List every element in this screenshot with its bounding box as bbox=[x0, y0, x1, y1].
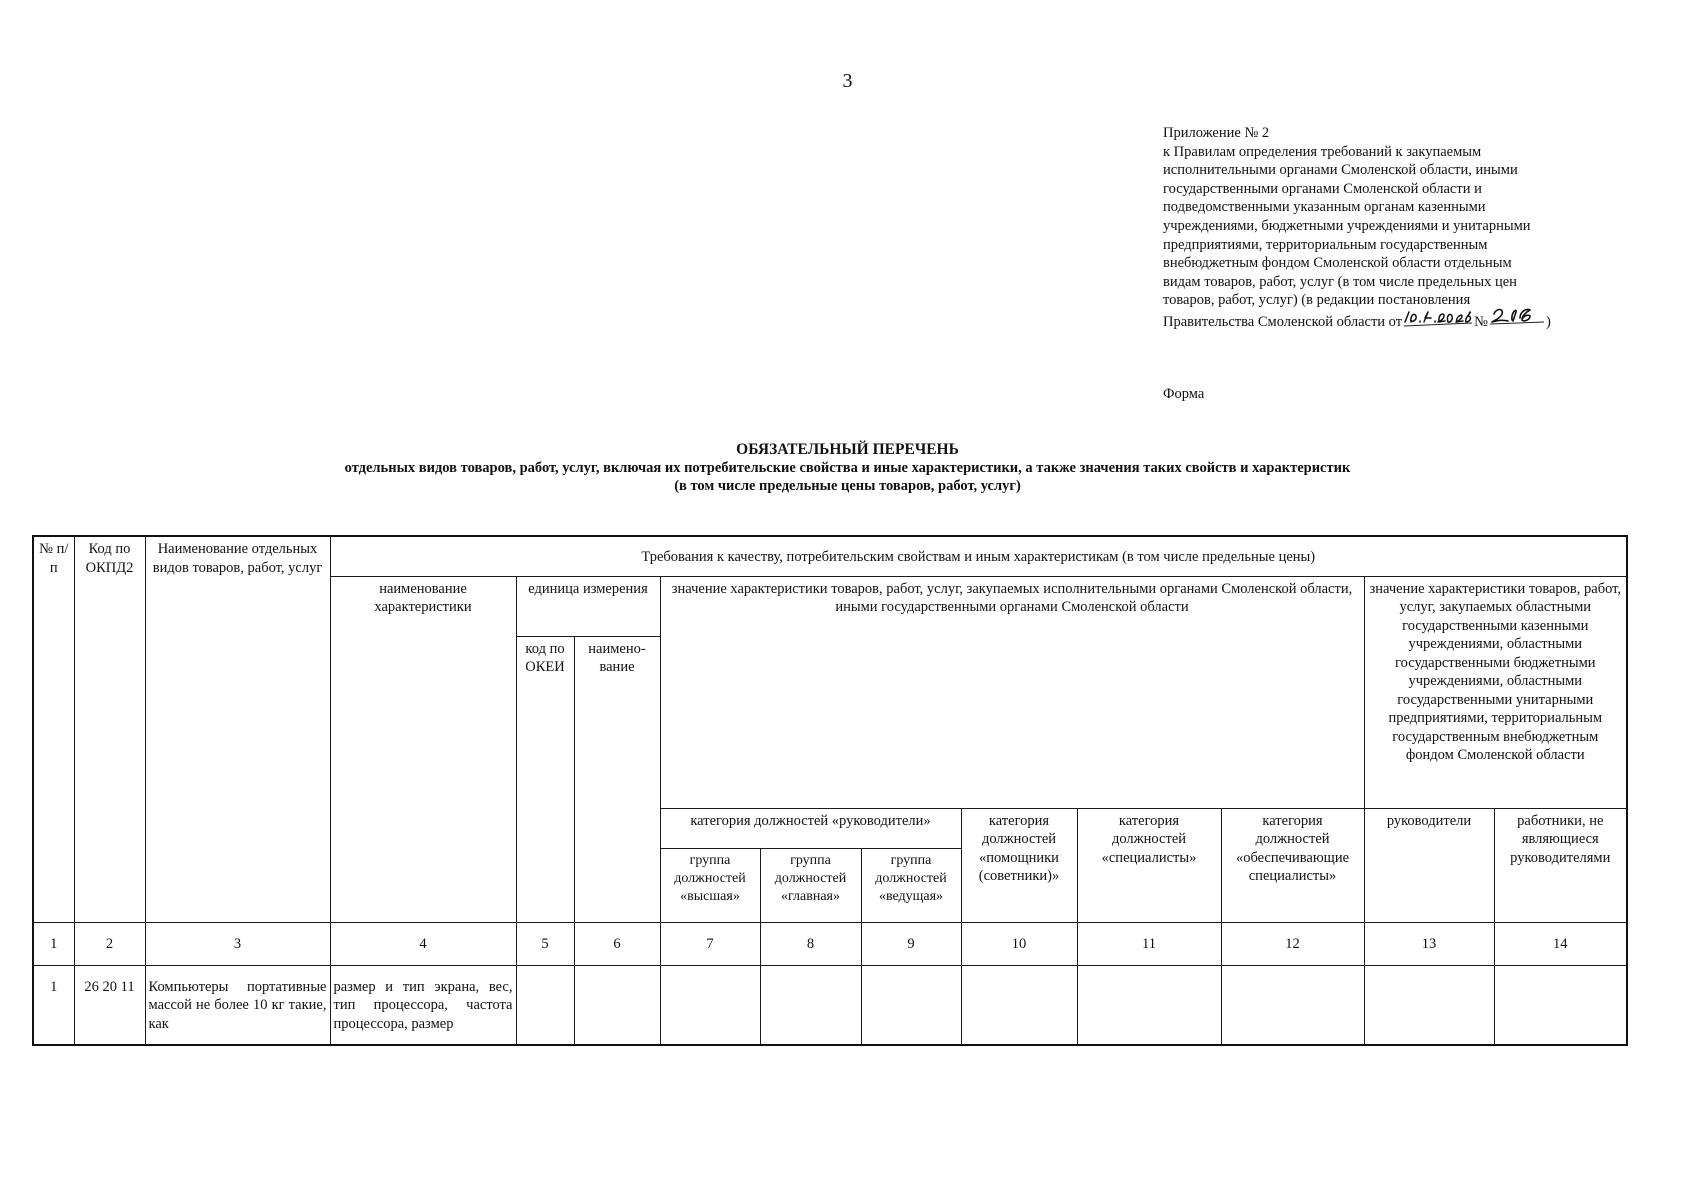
appendix-line: внебюджетным фондом Смоленской области отдельным bbox=[1163, 255, 1512, 272]
row-value-8 bbox=[760, 965, 861, 1045]
row-product-name: Компьютеры портативные массой не более 10 кг такие, как bbox=[145, 965, 330, 1045]
header-category-assistants: категория должностей «помощники (советники)» bbox=[961, 808, 1077, 922]
header-group-lead: группа должностей «ведущая» bbox=[861, 848, 961, 922]
appendix-line: Приложение № 2 bbox=[1163, 125, 1270, 141]
handwritten-number bbox=[1488, 310, 1546, 326]
header-category-specialists: категория должностей «специалисты» bbox=[1077, 808, 1221, 922]
header-category-support: категория должностей «обеспечивающие специалисты» bbox=[1221, 808, 1364, 922]
row-value-10 bbox=[961, 965, 1077, 1045]
column-number: 4 bbox=[330, 922, 516, 965]
page-number: 3 bbox=[842, 70, 853, 92]
row-code: 26 20 11 bbox=[74, 965, 145, 1045]
heading-title: ОБЯЗАТЕЛЬНЫЙ ПЕРЕЧЕНЬ bbox=[736, 441, 959, 458]
appendix-line-prefix: Правительства Смоленской области от bbox=[1163, 313, 1403, 330]
column-number: 11 bbox=[1077, 922, 1221, 965]
column-number: 13 bbox=[1364, 922, 1494, 965]
appendix-line: исполнительными органами Смоленской области, иными bbox=[1163, 162, 1518, 179]
closing-paren: ) bbox=[1545, 313, 1551, 330]
appendix-line: видам товаров, работ, услуг (в том числе предельных цен bbox=[1163, 273, 1517, 290]
form-label: Форма bbox=[1163, 386, 1205, 402]
column-number: 14 bbox=[1494, 922, 1627, 965]
column-number: 6 bbox=[574, 922, 660, 965]
column-number: 5 bbox=[516, 922, 574, 965]
header-char-name: наименование характеристики bbox=[330, 576, 516, 922]
row-characteristic: размер и тип экрана, вес, тип процессора, частота процессора, размер bbox=[330, 965, 516, 1045]
heading-subtitle: отдельных видов товаров, работ, услуг, включая их потребительские свойства и иные характеристики, а также значения таких свойств и характеристик bbox=[344, 460, 1351, 476]
column-number: 1 bbox=[33, 922, 74, 965]
header-value-exec: значение характеристики товаров, работ, услуг, закупаемых исполнительными органами Смоленской области, иными государственными органами Смоленской области bbox=[660, 576, 1364, 808]
header-requirements: Требования к качеству, потребительским свойствам и иным характеристикам (в том числе предельные цены) bbox=[330, 536, 1627, 576]
column-number: 12 bbox=[1221, 922, 1364, 965]
column-number: 3 bbox=[145, 922, 330, 965]
header-no: № п/п bbox=[33, 536, 74, 922]
appendix-block bbox=[1163, 124, 1583, 332]
row-okei bbox=[516, 965, 574, 1045]
header-okei: код по ОКЕИ bbox=[516, 636, 574, 922]
header-unit: единица измерения bbox=[516, 576, 660, 636]
row-value-11 bbox=[1077, 965, 1221, 1045]
header-group-main: группа должностей «главная» bbox=[760, 848, 861, 922]
header-value-sub: значение характеристики товаров, работ, услуг, закупаемых областными государственными казенными учреждениями, областными государственными бюджетными учреждениями, областными государственными унитарными предприятиями, территориальным государственным внебюджетным фондом Смоленской области bbox=[1364, 576, 1627, 808]
appendix-line: предприятиями, территориальным государственным bbox=[1163, 236, 1488, 253]
row-unit-name bbox=[574, 965, 660, 1045]
row-value-9 bbox=[861, 965, 961, 1045]
header-name: Наименование отдельных видов товаров, работ, услуг bbox=[145, 536, 330, 922]
row-value-14 bbox=[1494, 965, 1627, 1045]
header-unit-name: наимено-вание bbox=[574, 636, 660, 922]
appendix-last-line bbox=[1163, 310, 1583, 332]
appendix-line: подведомственными указанным органам казенными bbox=[1163, 199, 1486, 216]
row-value-7 bbox=[660, 965, 760, 1045]
header-code: Код по ОКПД2 bbox=[74, 536, 145, 922]
header-managers: руководители bbox=[1364, 808, 1494, 922]
header-non-managers: работники, не являющиеся руководителями bbox=[1494, 808, 1627, 922]
appendix-line: учреждениями, бюджетными учреждениями и унитарными bbox=[1163, 217, 1531, 234]
column-number: 10 bbox=[961, 922, 1077, 965]
appendix-line: к Правилам определения требований к закупаемым bbox=[1163, 143, 1482, 160]
column-number: 2 bbox=[74, 922, 145, 965]
appendix-line: государственными органами Смоленской области и bbox=[1163, 180, 1482, 197]
row-value-13 bbox=[1364, 965, 1494, 1045]
number-sign: № bbox=[1474, 313, 1488, 330]
header-group-high: группа должностей «высшая» bbox=[660, 848, 760, 922]
requirements-table bbox=[32, 535, 1628, 1046]
column-number: 9 bbox=[861, 922, 961, 965]
column-number: 7 bbox=[660, 922, 760, 965]
heading-subtitle-2: (в том числе предельные цены товаров, работ, услуг) bbox=[674, 478, 1021, 494]
row-value-12 bbox=[1221, 965, 1364, 1045]
row-no: 1 bbox=[33, 965, 74, 1045]
document-heading bbox=[0, 440, 1695, 495]
header-category-heads: категория должностей «руководители» bbox=[660, 808, 961, 848]
appendix-line: товаров, работ, услуг) (в редакции постановления bbox=[1163, 292, 1471, 309]
handwritten-date bbox=[1402, 310, 1474, 326]
column-number: 8 bbox=[760, 922, 861, 965]
